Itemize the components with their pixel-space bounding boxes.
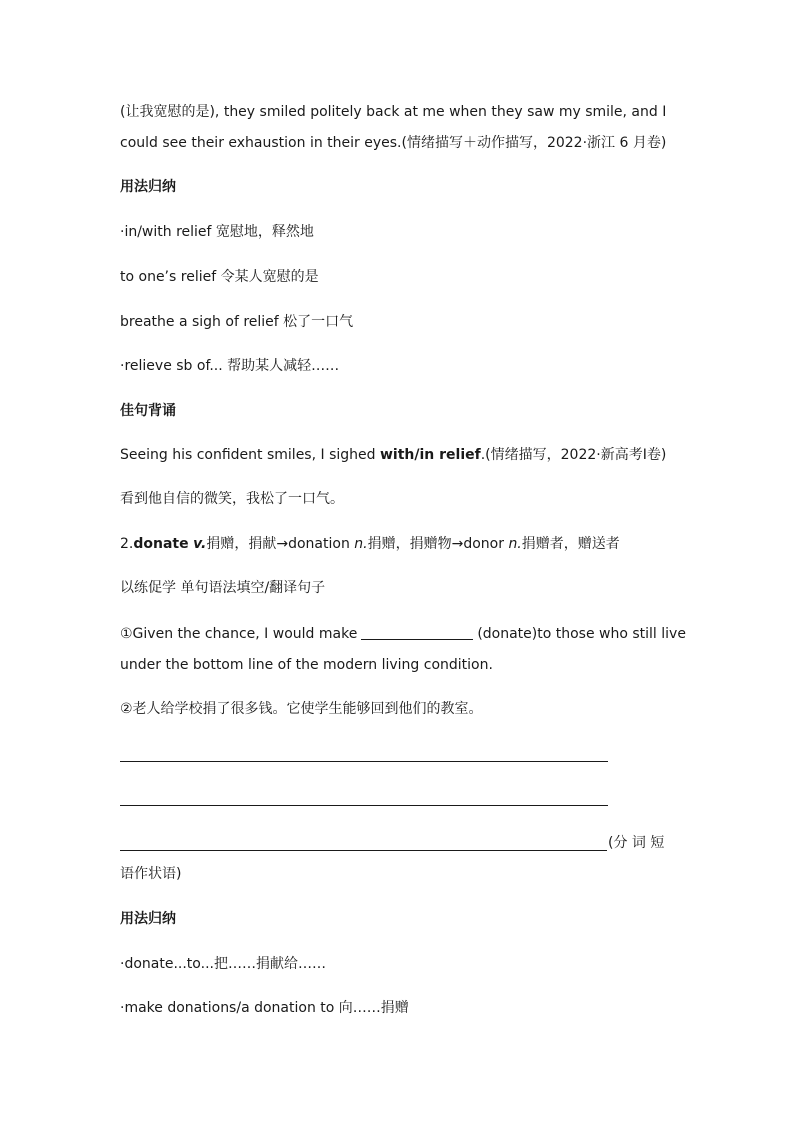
example-sentence-bold: with/in relief	[379, 447, 481, 463]
answer-line-2[interactable]	[120, 805, 608, 806]
example-sentence-source: .(情绪描写，2022·新高考Ⅰ卷)	[480, 447, 667, 463]
vocab-meaning: 捐赠，捐献→donation	[206, 536, 355, 552]
usage-heading-2: 用法归纳	[120, 911, 176, 927]
usage2-item-1: ·donate...to...把……捐献给……	[120, 956, 326, 972]
answer-line-3[interactable]	[120, 850, 607, 851]
question-1-line-2: under the bottom line of the modern living condition.	[120, 657, 493, 673]
sentence-heading: 佳句背诵	[120, 403, 176, 419]
vocab-pos-3: n.	[508, 536, 522, 552]
example-sentence-part: Seeing his confident smiles, I sighed	[120, 447, 380, 463]
usage-item-1: ·in/with relief 宽慰地，释然地	[120, 224, 314, 240]
usage-item-3: breathe a sigh of relief 松了一口气	[120, 314, 354, 330]
question-2: ②老人给学校捐了很多钱。它使学生能够回到他们的教室。	[120, 701, 483, 717]
question-1-after: (donate)to those who still live	[477, 626, 686, 642]
practice-heading: 以练促学 单句语法填空/翻译句子	[120, 580, 326, 596]
usage2-item-2: ·make donations/a donation to 向……捐赠	[120, 1000, 409, 1016]
vocab-pos-2: n.	[354, 536, 368, 552]
vocab-meaning-2: 捐赠，捐赠物→donor	[367, 536, 509, 552]
usage-item-2: to one’s relief 令某人宽慰的是	[120, 269, 319, 285]
question-1-before: ①Given the chance, I would make	[120, 626, 358, 642]
vocab-number: 2.	[120, 536, 134, 552]
question-1-line-1	[120, 625, 686, 643]
vocab-word: donate	[133, 536, 189, 552]
paragraph-line-2: could see their exhaustion in their eyes.(情绪描写＋动作描写，2022·浙江 6 月卷)	[120, 135, 667, 151]
answer-line-1[interactable]	[120, 761, 608, 762]
example-sentence-en	[120, 446, 666, 464]
answer-blank-1[interactable]	[361, 625, 473, 640]
usage-heading-1: 用法归纳	[120, 179, 176, 195]
usage-item-4: ·relieve sb of... 帮助某人减轻……	[120, 358, 340, 374]
vocab-meaning-3: 捐赠者，赠送者	[521, 536, 620, 552]
question-2-note-a: (分 词 短	[608, 835, 665, 851]
paragraph-line-1: (让我宽慰的是), they smiled politely back at me when they saw my smile, and I	[120, 104, 667, 120]
example-sentence-cn: 看到他自信的微笑，我松了一口气。	[120, 491, 344, 507]
vocab-pos: v.	[193, 536, 207, 552]
question-2-note-b: 语作状语)	[120, 866, 182, 882]
vocab-entry-donate	[120, 535, 620, 553]
